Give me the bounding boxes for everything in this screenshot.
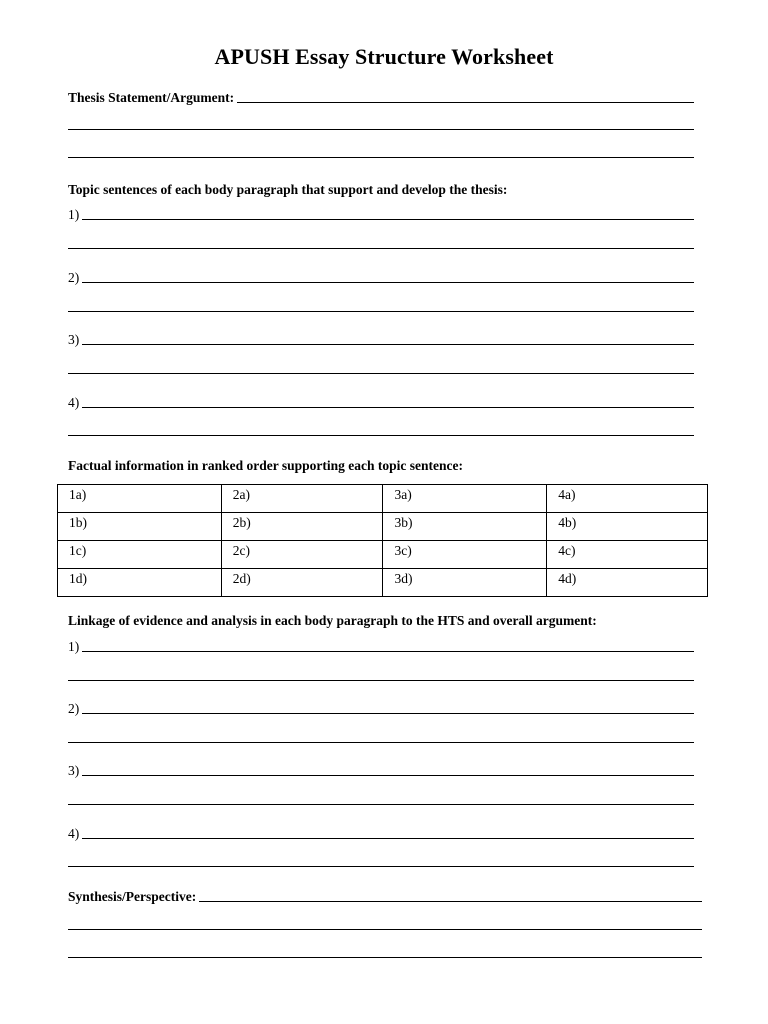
page-title: APUSH Essay Structure Worksheet bbox=[214, 44, 554, 69]
table-cell[interactable]: 3a) bbox=[383, 485, 547, 513]
item-number: 1) bbox=[68, 207, 80, 222]
item-number: 3) bbox=[68, 332, 80, 347]
thesis-line-3[interactable] bbox=[68, 143, 694, 161]
linkage-4-line-2[interactable] bbox=[68, 852, 694, 870]
thesis-line-2[interactable] bbox=[68, 115, 694, 133]
answer-line bbox=[68, 680, 694, 681]
linkage-3-line-2[interactable] bbox=[68, 790, 694, 808]
answer-line bbox=[68, 129, 694, 130]
answer-line bbox=[68, 435, 694, 436]
table-cell[interactable]: 1a) bbox=[58, 485, 222, 513]
table-cell[interactable]: 1d) bbox=[58, 569, 222, 597]
table-cell[interactable]: 3c) bbox=[383, 541, 547, 569]
answer-line bbox=[199, 901, 702, 902]
answer-line bbox=[68, 866, 694, 867]
item-number: 2) bbox=[68, 701, 80, 716]
topic-sentences-heading: Topic sentences of each body paragraph that support and develop the thesis: bbox=[68, 182, 508, 197]
factual-table bbox=[57, 484, 708, 597]
answer-line bbox=[82, 407, 694, 408]
table-cell[interactable]: 4c) bbox=[547, 541, 708, 569]
answer-line bbox=[68, 804, 694, 805]
table-cell[interactable]: 2b) bbox=[221, 513, 383, 541]
linkage-3-line[interactable] bbox=[68, 761, 694, 779]
topic-sentence-4-line[interactable] bbox=[68, 393, 694, 411]
answer-line bbox=[68, 373, 694, 374]
linkage-4-line[interactable] bbox=[68, 824, 694, 842]
synthesis-label: Synthesis/Perspective: bbox=[68, 889, 197, 904]
answer-line bbox=[82, 713, 694, 714]
table-cell[interactable]: 3d) bbox=[383, 569, 547, 597]
topic-sentence-3-line-2[interactable] bbox=[68, 359, 694, 377]
topic-sentence-1-line-2[interactable] bbox=[68, 234, 694, 252]
factual-heading: Factual information in ranked order supporting each topic sentence: bbox=[68, 458, 463, 473]
answer-line bbox=[237, 102, 694, 103]
item-number: 4) bbox=[68, 826, 80, 841]
table-cell[interactable]: 1b) bbox=[58, 513, 222, 541]
answer-line bbox=[68, 248, 694, 249]
linkage-1-line[interactable] bbox=[68, 637, 694, 655]
table-cell[interactable]: 2a) bbox=[221, 485, 383, 513]
answer-line bbox=[68, 929, 702, 930]
thesis-label: Thesis Statement/Argument: bbox=[68, 90, 235, 105]
topic-sentence-4-line-2[interactable] bbox=[68, 421, 694, 439]
answer-line bbox=[68, 742, 694, 743]
answer-line bbox=[68, 311, 694, 312]
topic-sentence-1-line[interactable] bbox=[68, 205, 694, 223]
answer-line bbox=[82, 344, 694, 345]
linkage-2-line[interactable] bbox=[68, 699, 694, 717]
table-cell[interactable]: 2d) bbox=[221, 569, 383, 597]
answer-line bbox=[82, 775, 694, 776]
linkage-2-line-2[interactable] bbox=[68, 728, 694, 746]
item-number: 3) bbox=[68, 763, 80, 778]
table-row bbox=[58, 569, 708, 597]
answer-line bbox=[82, 219, 694, 220]
table-cell[interactable]: 4d) bbox=[547, 569, 708, 597]
item-number: 2) bbox=[68, 270, 80, 285]
topic-sentence-2-line-2[interactable] bbox=[68, 297, 694, 315]
linkage-1-line-2[interactable] bbox=[68, 666, 694, 684]
answer-line bbox=[82, 838, 694, 839]
item-number: 4) bbox=[68, 395, 80, 410]
table-cell[interactable]: 4a) bbox=[547, 485, 708, 513]
table-row bbox=[58, 513, 708, 541]
table-cell[interactable]: 3b) bbox=[383, 513, 547, 541]
synthesis-line[interactable] bbox=[68, 887, 702, 905]
answer-line bbox=[82, 282, 694, 283]
table-row bbox=[58, 541, 708, 569]
answer-line bbox=[68, 957, 702, 958]
thesis-line[interactable] bbox=[68, 88, 694, 106]
answer-line bbox=[82, 651, 694, 652]
synthesis-line-2[interactable] bbox=[68, 915, 702, 933]
topic-sentence-3-line[interactable] bbox=[68, 330, 694, 348]
item-number: 1) bbox=[68, 639, 80, 654]
synthesis-line-3[interactable] bbox=[68, 943, 702, 961]
table-cell[interactable]: 4b) bbox=[547, 513, 708, 541]
table-cell[interactable]: 1c) bbox=[58, 541, 222, 569]
table-row bbox=[58, 485, 708, 513]
linkage-heading: Linkage of evidence and analysis in each body paragraph to the HTS and overall argument: bbox=[68, 613, 597, 628]
answer-line bbox=[68, 157, 694, 158]
topic-sentence-2-line[interactable] bbox=[68, 268, 694, 286]
table-cell[interactable]: 2c) bbox=[221, 541, 383, 569]
